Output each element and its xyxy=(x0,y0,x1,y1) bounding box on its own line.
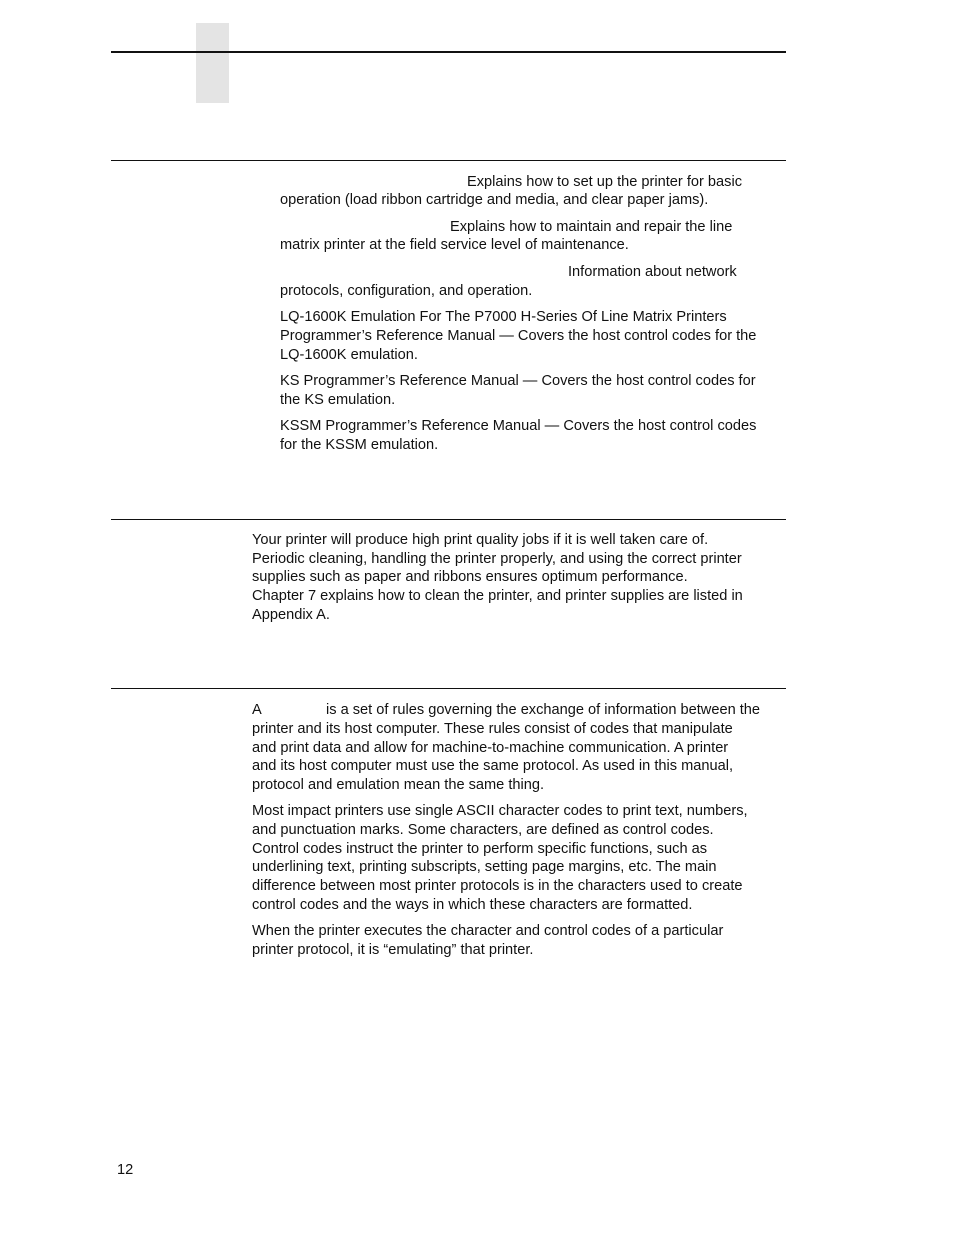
protocol-p2-line-1: Most impact printers use single ASCII character codes to print text, numbers, xyxy=(252,803,748,819)
lq1600k-line-3: LQ-1600K emulation. xyxy=(280,347,418,363)
care-line-1: Your printer will produce high print quality jobs if it is well taken care of. xyxy=(252,532,709,548)
protocol-p3-line-1: When the printer executes the character and control codes of a particular xyxy=(252,923,724,939)
care-line-2: Periodic cleaning, handling the printer properly, and using the correct printer xyxy=(252,551,742,567)
protocol-p1-line-1: is a set of rules governing the exchange of information between the xyxy=(326,702,761,718)
protocol-p1-line-3: and print data and allow for machine-to-machine communication. A printer xyxy=(252,740,729,756)
page-number: 12 xyxy=(117,1162,134,1178)
lq1600k-line-2: Programmer’s Reference Manual — Covers the host control codes for the xyxy=(280,328,757,344)
chapter-tab-marker xyxy=(196,23,229,103)
protocol-p1-line-5: protocol and emulation mean the same thing. xyxy=(252,777,545,793)
protocol-p2-line-4: underlining text, printing subscripts, setting page margins, etc. The main xyxy=(252,859,717,875)
ks-line-2: the KS emulation. xyxy=(280,392,396,408)
setup-desc-line-2: operation (load ribbon cartridge and media, and clear paper jams). xyxy=(280,192,709,208)
setup-desc-line-1: Explains how to set up the printer for basic xyxy=(467,174,742,190)
section-rule-protocols xyxy=(111,688,786,689)
ks-line-1: KS Programmer’s Reference Manual — Covers the host control codes for xyxy=(280,373,756,389)
lq1600k-line-1: LQ-1600K Emulation For The P7000 H-Series Of Line Matrix Printers xyxy=(280,309,727,325)
network-desc-line-1: Information about network xyxy=(568,264,737,280)
maint-desc-line-2: matrix printer at the field service level of maintenance. xyxy=(280,237,629,253)
protocol-p2-line-6: control codes and the ways in which these characters are formatted. xyxy=(252,897,693,913)
protocol-p1-line-4: and its host computer must use the same protocol. As used in this manual, xyxy=(252,758,734,774)
section-rule-documents xyxy=(111,160,786,161)
protocol-p1-word-a: A xyxy=(252,702,262,718)
section-rule-care xyxy=(111,519,786,520)
care-line-4: Chapter 7 explains how to clean the printer, and printer supplies are listed in xyxy=(252,588,743,604)
protocol-p2-line-2: and punctuation marks. Some characters, are defined as control codes. xyxy=(252,822,714,838)
kssm-line-2: for the KSSM emulation. xyxy=(280,437,439,453)
maint-desc-line-1: Explains how to maintain and repair the line xyxy=(450,219,733,235)
protocol-p2-line-3: Control codes instruct the printer to perform specific functions, such as xyxy=(252,841,708,857)
kssm-line-1: KSSM Programmer’s Reference Manual — Covers the host control codes xyxy=(280,418,757,434)
network-desc-line-2: protocols, configuration, and operation. xyxy=(280,283,533,299)
protocol-p1-line-2: printer and its host computer. These rules consist of codes that manipulate xyxy=(252,721,733,737)
care-line-5: Appendix A. xyxy=(252,607,330,623)
header-rule xyxy=(111,51,786,53)
care-line-3: supplies such as paper and ribbons ensures optimum performance. xyxy=(252,569,688,585)
protocol-p2-line-5: difference between most printer protocols is in the characters used to create xyxy=(252,878,743,894)
protocol-p3-line-2: printer protocol, it is “emulating” that printer. xyxy=(252,942,534,958)
